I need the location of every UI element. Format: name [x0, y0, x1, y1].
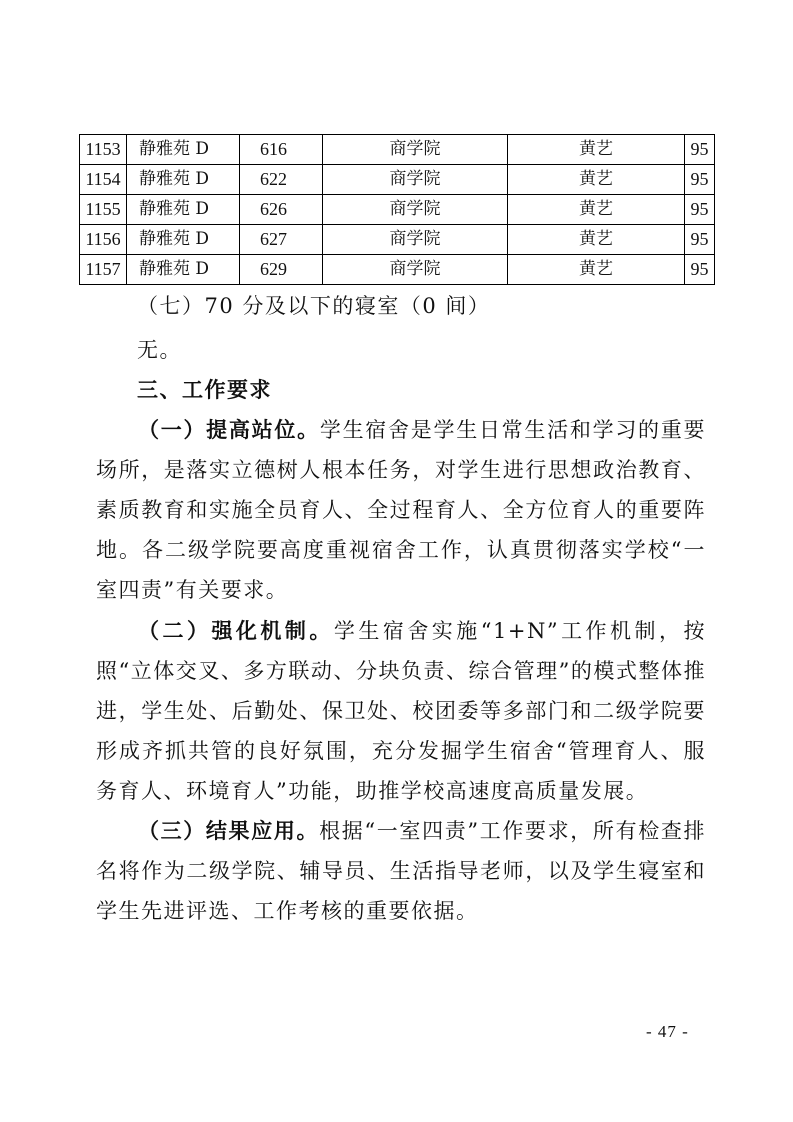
cell-id: 1153: [80, 135, 127, 165]
cell-id: 1155: [80, 195, 127, 225]
table-row: [80, 225, 715, 255]
paragraph-text: 根据“一室四责”工作要求，所有检查排名将作为二级学院、辅导员、生活指导老师，以及学生寝室和学生先进评选、工作考核的重要依据。: [96, 819, 706, 923]
table-row: [80, 195, 715, 225]
cell-building: 静雅苑 D: [127, 195, 240, 225]
cell-instructor: 黄艺: [508, 225, 685, 255]
table-body: [80, 135, 715, 285]
cell-instructor: 黄艺: [508, 165, 685, 195]
cell-room: 626: [240, 195, 323, 225]
cell-building: 静雅苑 D: [127, 135, 240, 165]
cell-instructor: 黄艺: [508, 255, 685, 285]
cell-id: 1154: [80, 165, 127, 195]
section-7-body: 无。: [137, 338, 182, 362]
cell-score: 95: [685, 225, 715, 255]
cell-building: 静雅苑 D: [127, 165, 240, 195]
table-row: [80, 165, 715, 195]
cell-college: 商学院: [323, 165, 508, 195]
paragraph-result-application: [96, 811, 706, 931]
cell-instructor: 黄艺: [508, 135, 685, 165]
section-3-heading: 三、工作要求: [137, 377, 272, 402]
cell-college: 商学院: [323, 255, 508, 285]
cell-college: 商学院: [323, 195, 508, 225]
paragraph-lead: （三）结果应用。: [138, 818, 320, 843]
cell-building: 静雅苑 D: [127, 255, 240, 285]
paragraph-text: 学生宿舍是学生日常生活和学习的重要场所，是落实立德树人根本任务，对学生进行思想政治教育、素质教育和实施全员育人、全过程育人、全方位育人的重要阵地。各二级学院要高度重视宿舍工作，认真贯彻落实学校“一室四责”有关要求。: [96, 418, 707, 602]
cell-room: 616: [240, 135, 323, 165]
cell-room: 627: [240, 225, 323, 255]
cell-id: 1157: [80, 255, 127, 285]
cell-score: 95: [685, 165, 715, 195]
paragraph-lead: （二）强化机制。: [138, 618, 334, 643]
cell-instructor: 黄艺: [508, 195, 685, 225]
cell-score: 95: [685, 135, 715, 165]
paragraph-raise-standing: [96, 410, 706, 610]
cell-score: 95: [685, 195, 715, 225]
paragraph-strengthen-mechanism: [96, 611, 706, 811]
cell-score: 95: [685, 255, 715, 285]
section-7-heading: （七）70 分及以下的寝室（0 间）: [137, 294, 491, 318]
page-number: - 47 -: [646, 1022, 689, 1041]
table-row: [80, 135, 715, 165]
table-row: [80, 255, 715, 285]
cell-building: 静雅苑 D: [127, 225, 240, 255]
cell-college: 商学院: [323, 135, 508, 165]
paragraph-lead: （一）提高站位。: [138, 417, 320, 442]
dorm-score-table: [79, 134, 715, 285]
paragraph-text: 学生宿舍实施“1+N”工作机制，按照“立体交叉、多方联动、分块负责、综合管理”的模式整体推进，学生处、后勤处、保卫处、校团委等多部门和二级学院要形成齐抓共管的良好氛围，充分发掘学生宿舍“管理育人、服务育人、环境育人”功能，助推学校高速度高质量发展。: [96, 619, 706, 803]
cell-room: 629: [240, 255, 323, 285]
cell-college: 商学院: [323, 225, 508, 255]
cell-id: 1156: [80, 225, 127, 255]
cell-room: 622: [240, 165, 323, 195]
